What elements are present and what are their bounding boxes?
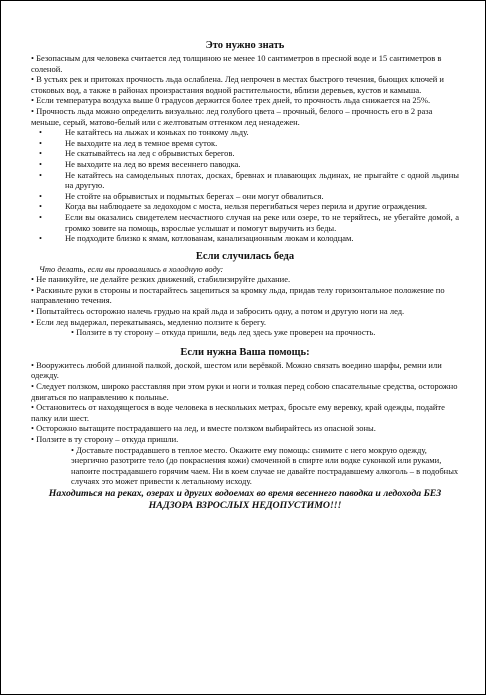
instruction-paragraph: • Если лед выдержал, перекатываясь, медленно ползите к берегу. bbox=[31, 316, 266, 327]
rule-item: • Не катайтесь на лыжах и коньках по тонкому льду. bbox=[65, 127, 459, 138]
rule-item: • Не подходите близко к ямам, котлованам, канализационным люкам и колодцам. bbox=[65, 233, 459, 244]
info-paragraph: • В устьях рек и притоках прочность льда ослаблена. Лед непрочен в местах быстрого течения, бьющих ключей и стоковых вод, а также в районах произрастания водной растительности, вблизи деревьев, кустов и камыша. bbox=[31, 74, 444, 95]
help-paragraph: • Остановитесь от находящегося в воде человека в нескольких метрах, бросьте ему веревку, край одежды, подайте палку или шест. bbox=[31, 402, 445, 423]
info-paragraph: • Прочность льда можно определить визуально: лед голубого цвета – прочный, белого – прочность его в 2 раза меньше, серый, матово-белый или с желтоватым оттенком лед ненадежен. bbox=[31, 105, 433, 127]
rule-item: • Не стойте на обрывистых и подмытых берегах – они могут обвалиться. bbox=[65, 191, 459, 202]
rule-item: • Если вы оказались свидетелем несчастного случая на реке или озере, то не теряйтесь, не убегайте домой, а громко зовите на помощь, взрослые услышат и помогут выручить из беды. bbox=[65, 212, 459, 233]
rule-item: • Не выходите на лед во время весеннего паводка. bbox=[65, 159, 459, 170]
section-heading-know: Это нужно знать bbox=[205, 40, 285, 51]
section-lead-text: Что делать, если вы провалились в холодную воду: bbox=[39, 263, 224, 274]
section-heading-trouble: Если случилась беда bbox=[195, 250, 295, 262]
help-paragraph-indented: • Доставьте пострадавшего в теплое место. Окажите ему помощь: снимите с него мокрую одежду, энергично разотрите тело (до покраснения кожи) смоченной в спирте или водке суконкой или руками, напоите пострадавшего горячим чаем. Ни в коем случае не давайте пострадавшему алкоголь – в подобных случаях это может привести к летальному исходу. bbox=[71, 444, 459, 487]
rule-item: • Не скатывайтесь на лед с обрывистых берегов. bbox=[65, 148, 459, 159]
instruction-paragraph: • Попытайтесь осторожно налечь грудью на край льда и забросить одну, а потом и другую ноги на лед. bbox=[31, 306, 405, 317]
help-paragraph: • Следует ползком, широко расставляя при этом руки и ноги и толкая перед собою спасательные средства, осторожно двигаться по направлению к полынье. bbox=[31, 381, 458, 402]
rule-item: • Не выходите на лед в темное время суток. bbox=[65, 138, 459, 149]
instruction-paragraph-indented: • Ползите в ту сторону – откуда пришли, ведь лед здесь уже проверен на прочность. bbox=[71, 327, 376, 338]
section-heading-help: Если нужна Ваша помощь: bbox=[180, 346, 310, 358]
info-paragraph: • Безопасным для человека считается лед толщиною не менее 10 сантиметров в пресной воде и 15 сантиметров в соленой. bbox=[31, 53, 442, 74]
instruction-paragraph: • Не паникуйте, не делайте резких движений, стабилизируйте дыхание. bbox=[31, 274, 291, 285]
instruction-paragraph: • Раскиньте руки в стороны и постарайтесь зацепиться за кромку льда, придав телу горизонтальное положение по направлению течения. bbox=[31, 284, 445, 306]
warning-banner: Находиться на реках, озерах и других водоемах во время весеннего паводка и ледохода БЕЗ НАДЗОРА ВЗРОСЛЫХ НЕДОПУСТИМО!!! bbox=[48, 487, 442, 512]
help-paragraph: • Ползите в ту сторону – откуда пришли. bbox=[31, 434, 179, 444]
help-paragraph: • Осторожно вытащите пострадавшего на лед, и вместе ползком выбирайтесь из опасной зоны. bbox=[31, 423, 376, 434]
rule-item: • Когда вы наблюдаете за ледоходом с моста, нельзя перегибаться через перила и другие ограждения. bbox=[65, 201, 459, 212]
info-paragraph: • Если температура воздуха выше 0 градусов держится более трех дней, то прочность льда снижается на 25%. bbox=[31, 95, 431, 106]
help-paragraph: • Вооружитесь любой длинной палкой, доской, шестом или верёвкой. Можно связать воедино шарфы, ремни или одежду. bbox=[31, 359, 442, 381]
rules-list bbox=[31, 127, 459, 244]
rule-item: • Не катайтесь на самодельных плотах, досках, бревнах и плавающих льдинах, не прыгайте с одной льдины на другую. bbox=[65, 170, 459, 191]
